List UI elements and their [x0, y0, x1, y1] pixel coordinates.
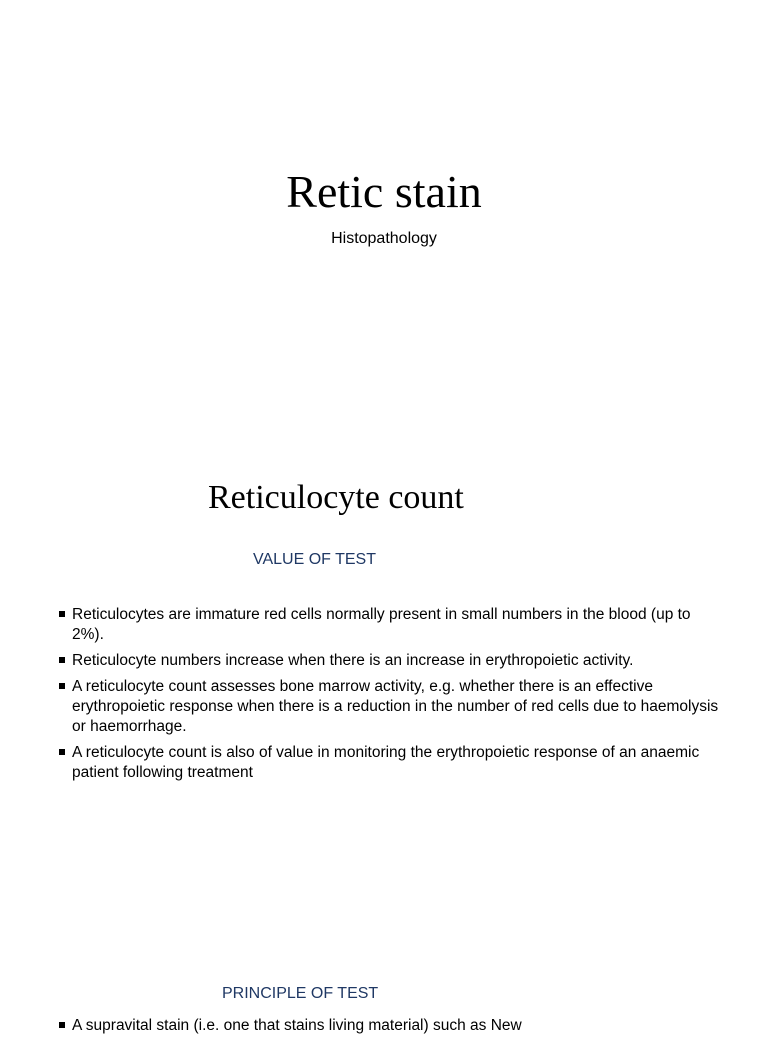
- list-item: [58, 605, 722, 645]
- title-slide: [0, 0, 768, 432]
- slide-subtitle: Histopathology: [331, 230, 437, 247]
- square-bullet-icon: [59, 657, 65, 663]
- bullet-list: [58, 1016, 722, 1042]
- square-bullet-icon: [59, 749, 65, 755]
- square-bullet-icon: [59, 611, 65, 617]
- list-item-text: A supravital stain (i.e. one that stains living material) such as New: [72, 1017, 522, 1034]
- list-item-text: Reticulocytes are immature red cells normally present in small numbers in the blood (up to 2%).: [72, 606, 691, 643]
- slide-title: Retic stain: [286, 166, 482, 217]
- square-bullet-icon: [59, 1022, 65, 1028]
- square-bullet-icon: [59, 683, 65, 689]
- list-item: [58, 1016, 722, 1036]
- list-item: [58, 677, 722, 737]
- list-item-text: A reticulocyte count assesses bone marrow activity, e.g. whether there is an effective erythropoietic response when there is a reduction in the number of red cells due to haemolysis or haemorrhage.: [72, 678, 719, 735]
- bullet-list: [58, 605, 722, 789]
- content-slide-principle-of-test: [0, 912, 768, 1034]
- slide-title: Reticulocyte count: [208, 479, 464, 516]
- list-item: [58, 743, 722, 783]
- section-heading-value-of-test: VALUE OF TEST: [253, 551, 376, 568]
- list-item-text: Reticulocyte numbers increase when there is an increase in erythropoietic activity.: [72, 652, 634, 669]
- section-heading-principle-of-test: PRINCIPLE OF TEST: [222, 985, 379, 1002]
- list-item-text: A reticulocyte count is also of value in monitoring the erythropoietic response of an anaemic patient following treatment: [72, 744, 700, 781]
- list-item: [58, 651, 722, 671]
- content-slide-reticulocyte-count: [0, 432, 768, 912]
